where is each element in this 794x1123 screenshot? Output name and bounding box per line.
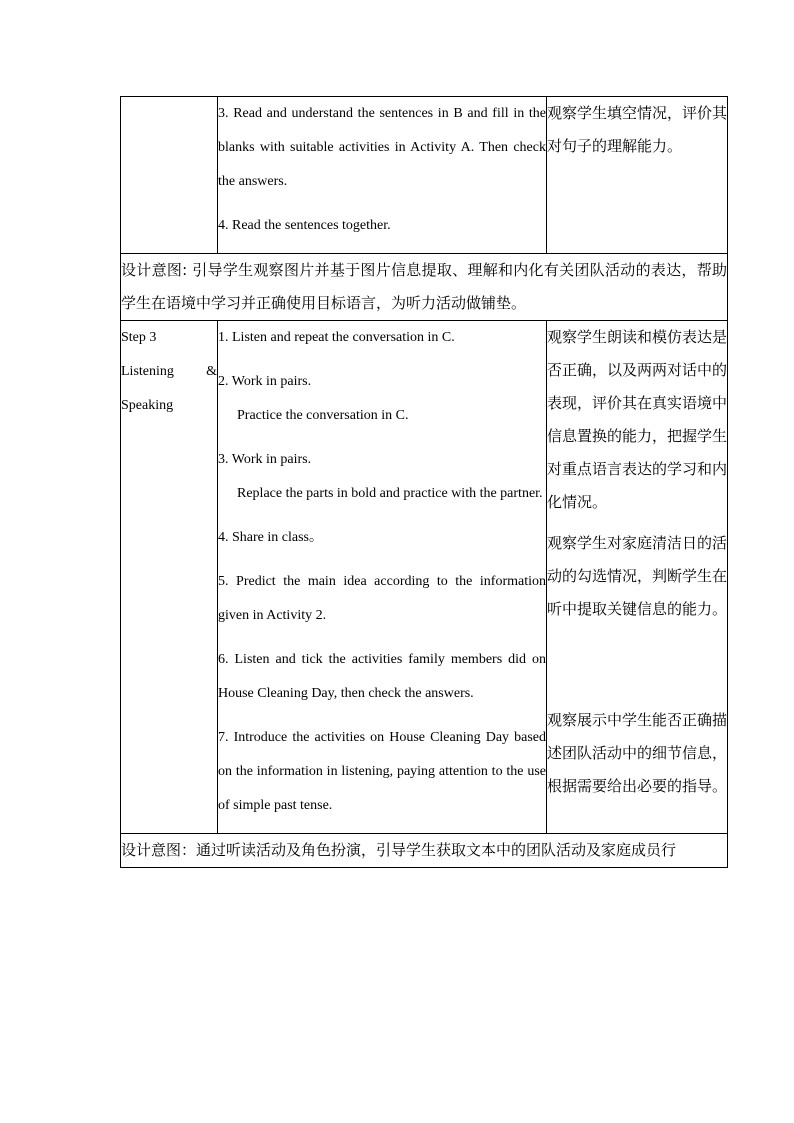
step-name-line-1: Listening & <box>121 364 217 379</box>
intent-row-1 <box>121 254 728 321</box>
activity-number: 4. <box>218 530 229 545</box>
activity-text: Work in pairs. <box>231 452 312 467</box>
activity-number: 3. <box>218 452 229 467</box>
activity-text: Share in class。 <box>232 530 323 545</box>
step2-activities-cell <box>218 97 547 254</box>
activity-number: 1. <box>218 330 229 345</box>
step3-step-cell <box>121 321 218 834</box>
activity-number: 6. <box>218 652 229 667</box>
activity-item-4 <box>218 209 546 243</box>
activity-subtext: Replace the parts in bold and practice with the partner. <box>237 486 543 501</box>
step-name-line-2: Speaking <box>121 398 174 413</box>
activity-text: Work in pairs. <box>231 374 312 389</box>
step3-row <box>121 321 728 834</box>
evaluation-text: 观察学生填空情况，评价其对句子的理解能力。 <box>547 104 728 155</box>
activity-number: 7. <box>218 730 229 745</box>
step-label: Step 3 <box>121 330 157 345</box>
step2-row <box>121 97 728 254</box>
activity-item-3 <box>218 443 546 511</box>
activity-text: Read and understand the sentences in B and fill in the blanks with suitable activities in Activity A. Then check the answers. <box>218 106 547 189</box>
activity-item-4 <box>218 521 546 555</box>
evaluation-text-3: 观察展示中学生能否正确描述团队活动中的细节信息，根据需要给出必要的指导。 <box>547 711 728 795</box>
activity-subtext: Practice the conversation in C. <box>237 408 409 423</box>
design-intent-cell <box>121 834 728 868</box>
lesson-plan-table <box>120 96 728 868</box>
activity-number: 3. <box>218 106 229 121</box>
activity-text: Listen and tick the activities family members did on House Cleaning Day, then check the answers. <box>218 652 547 701</box>
activity-number: 4. <box>218 218 229 233</box>
design-intent-text: 设计意图: 引导学生观察图片并基于图片信息提取、理解和内化有关团队活动的表达，帮助学生在语境中学习并正确使用目标语言，为听力活动做铺垫。 <box>121 261 727 312</box>
intent-row-2 <box>121 834 728 868</box>
step2-step-cell <box>121 97 218 254</box>
activity-text: Listen and repeat the conversation in C. <box>232 330 455 345</box>
activity-item-2 <box>218 365 546 433</box>
step2-evaluation-cell <box>547 97 728 254</box>
step3-activities-cell <box>218 321 547 834</box>
activity-item-6 <box>218 643 546 711</box>
activity-text: Read the sentences together. <box>232 218 391 233</box>
evaluation-text-1: 观察学生朗读和模仿表达是否正确，以及两两对话中的表现，评价其在真实语境中信息置换的能力，把握学生对重点语言表达的学习和内化情况。 <box>547 328 728 511</box>
activity-item-1 <box>218 321 546 355</box>
activity-number: 2. <box>218 374 229 389</box>
activity-text: Introduce the activities on House Cleaning Day based on the information in listening, paying attention to the use of simple past tense. <box>218 730 546 813</box>
design-intent-cell <box>121 254 728 321</box>
step3-evaluation-cell <box>547 321 728 834</box>
evaluation-text-2: 观察学生对家庭清洁日的活动的勾选情况，判断学生在听中提取关键信息的能力。 <box>547 534 728 618</box>
activity-number: 5. <box>218 574 229 589</box>
activity-text: Predict the main idea according to the information given in Activity 2. <box>218 574 547 623</box>
activity-item-7 <box>218 721 546 823</box>
activity-item-5 <box>218 565 546 633</box>
design-intent-text: 设计意图：通过听读活动及角色扮演，引导学生获取文本中的团队活动及家庭成员行 <box>121 841 677 859</box>
activity-item-3 <box>218 97 546 199</box>
